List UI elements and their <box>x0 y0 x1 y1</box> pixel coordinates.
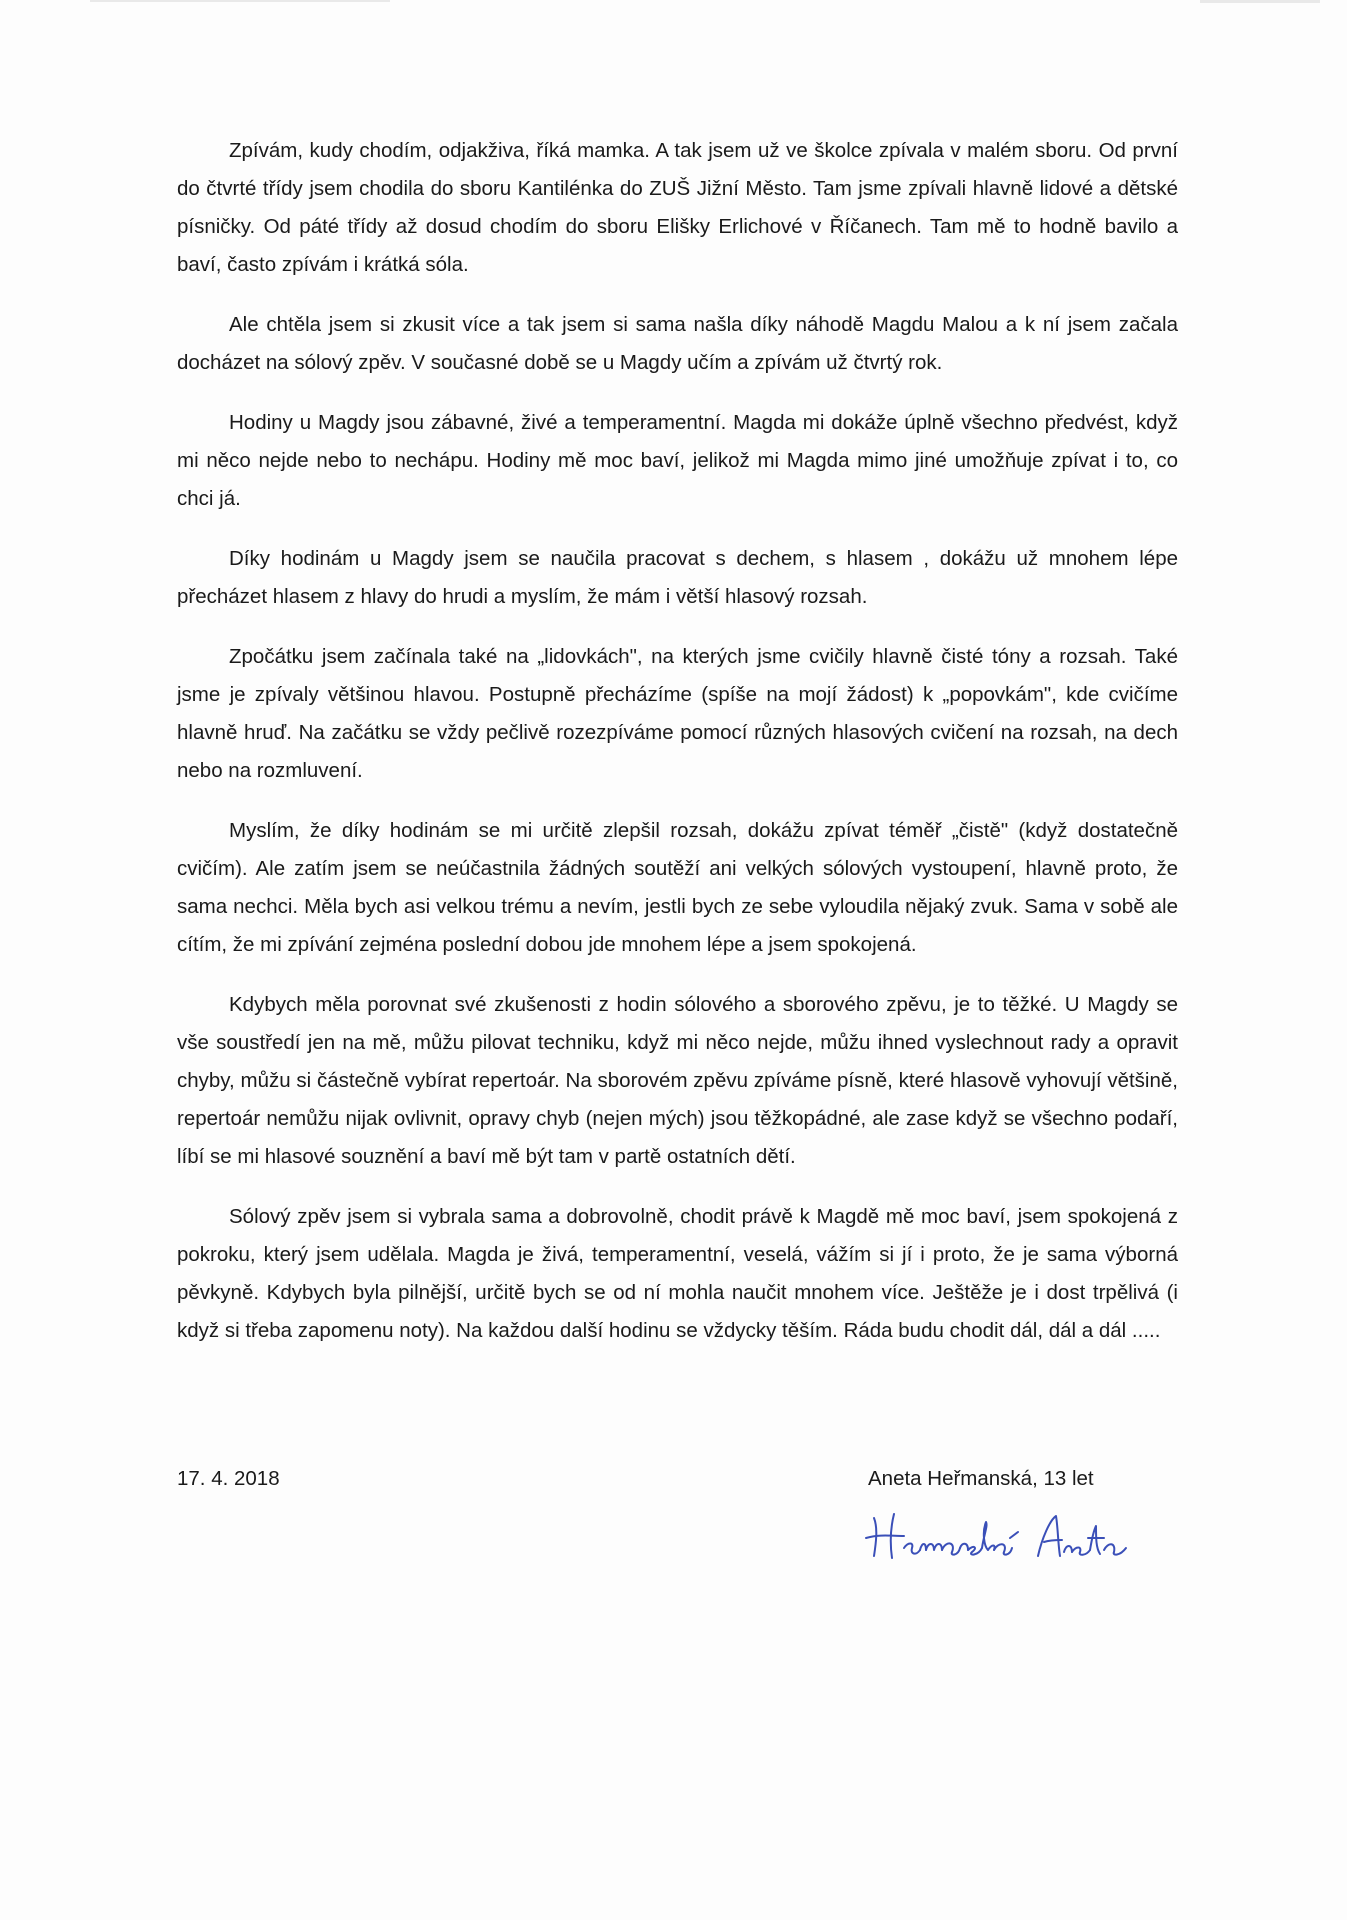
paragraph-5: Zpočátku jsem začínala také na „lidovkách", na kterých jsme cvičily hlavně čisté tóny a rozsah. Také jsme je zpívaly většinou hlavou. Postupně přecházíme (spíše na mojí žádost) k „popovkám", kde cvičíme hlavně hruď. Na začátku se vždy pečlivě rozezpíváme pomocí různých hlasových cvičení na rozsah, na dech nebo na rozmluvení. <box>177 645 1178 782</box>
paragraph-3: Hodiny u Magdy jsou zábavné, živé a temperamentní. Magda mi dokáže úplně všechno předvést, když mi něco nejde nebo to nechápu. Hodiny mě moc baví, jelikož mi Magda mimo jiné umožňuje zpívat i to, co chci já. <box>177 411 1178 510</box>
paragraph-8: Sólový zpěv jsem si vybrala sama a dobrovolně, chodit právě k Magdě mě moc baví, jsem spokojená z pokroku, který jsem udělala. Magda je živá, temperamentní, veselá, vážím si jí i proto, že je sama výborná pěvkyně. Kdybych byla pilnější, určitě bych se od ní mohla naučit mnohem více. Ještěže je i dost trpělivá (i když si třeba zapomenu noty). Na každou další hodinu se vždycky těším. Ráda budu chodit dál, dál a dál ..... <box>177 1205 1178 1342</box>
paragraph-4: Díky hodinám u Magdy jsem se naučila pracovat s dechem, s hlasem , dokážu už mnohem lépe přecházet hlasem z hlavy do hrudi a myslím, že mám i větší hlasový rozsah. <box>177 547 1178 608</box>
scan-artifact-top <box>90 0 390 2</box>
letter-date: 17. 4. 2018 <box>177 1467 280 1490</box>
paragraph-1: Zpívám, kudy chodím, odjakživa, říká mamka. A tak jsem už ve školce zpívala v malém sboru. Od první do čtvrté třídy jsem chodila do sboru Kantilénka do ZUŠ Jižní Město. Tam jsme zpívali hlavně lidové a dětské písničky. Od páté třídy až dosud chodím do sboru Elišky Erlichové v Říčanech. Tam mě to hodně bavilo a baví, často zpívám i krátká sóla. <box>177 139 1178 276</box>
handwritten-signature <box>860 1498 1160 1568</box>
paragraph-6: Myslím, že díky hodinám se mi určitě zlepšil rozsah, dokážu zpívat téměř „čistě" (když dostatečně cvičím). Ale zatím jsem se neúčastnila žádných soutěží ani velkých sólových vystoupení, hlavně proto, že sama nechci. Měla bych asi velkou trému a nevím, jestli bych ze sebe vyloudila nějaký zvuk. Sama v sobě ale cítím, že mi zpívání zejména poslední dobou jde mnohem lépe a jsem spokojená. <box>177 819 1178 956</box>
letter-body <box>177 132 1178 1372</box>
paragraph-2: Ale chtěla jsem si zkusit více a tak jsem si sama našla díky náhodě Magdu Malou a k ní jsem začala docházet na sólový zpěv. V současné době se u Magdy učím a zpívám už čtvrtý rok. <box>177 313 1178 374</box>
scan-artifact-right <box>1200 0 1320 3</box>
paragraph-7: Kdybych měla porovnat své zkušenosti z hodin sólového a sborového zpěvu, je to těžké. U Magdy se vše soustředí jen na mě, můžu pilovat techniku, když mi něco nejde, můžu ihned vyslechnout rady a opravit chyby, můžu si částečně vybírat repertoár. Na sborovém zpěvu zpíváme písně, které hlasově vyhovují většině, repertoár nemůžu nijak ovlivnit, opravy chyb (nejen mých) jsou těžkopádné, ale zase když se všechno podaří, líbí se mi hlasové souznění a baví mě být tam v partě ostatních dětí. <box>177 993 1178 1168</box>
letter-author: Aneta Heřmanská, 13 let <box>868 1467 1094 1490</box>
